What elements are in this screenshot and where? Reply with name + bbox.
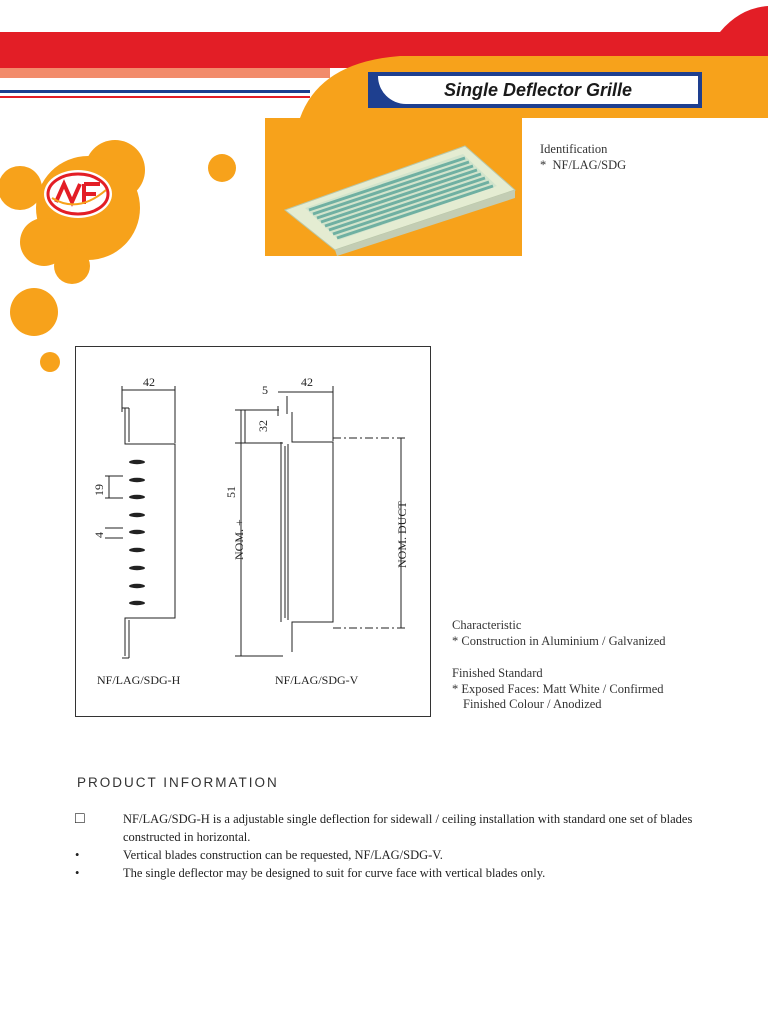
bullet-icon: •	[75, 866, 80, 880]
bullet-text: The single deflector may be designed to suit for curve face with vertical blades only.	[123, 866, 546, 880]
bullet-text: NF/LAG/SDG-H is a adjustable single deflection for sidewall / ceiling installation with standard one set of blades constructed in horizontal.	[123, 812, 693, 844]
caption-h: NF/LAG/SDG-H	[97, 673, 181, 687]
finished-label: Finished Standard	[452, 666, 543, 680]
list-item	[75, 846, 715, 864]
nom-duct-label: NOM. DUCT	[395, 501, 409, 568]
nom-plus-label: NOM. +	[232, 519, 246, 560]
finished-line2: Finished Colour / Anodized	[463, 697, 602, 711]
identification-value: * NF/LAG/SDG	[540, 158, 627, 172]
dim-42-left: 42	[143, 375, 155, 389]
grille-photo	[265, 118, 522, 256]
dim-19: 19	[92, 484, 106, 496]
caption-v: NF/LAG/SDG-V	[275, 673, 359, 687]
nf-logo	[42, 168, 114, 220]
bullet-icon: •	[75, 848, 80, 862]
title-banner	[368, 72, 702, 108]
characteristic-value: * Construction in Aluminium / Galvanized	[452, 634, 666, 648]
page-title: Single Deflector Grille	[443, 80, 633, 100]
dim-42-right: 42	[301, 375, 313, 389]
characteristic-label: Characteristic	[452, 618, 522, 632]
dim-32: 32	[256, 420, 270, 432]
bullet-text: Vertical blades construction can be requested, NF/LAG/SDG-V.	[123, 848, 443, 862]
product-info-heading: PRODUCT INFORMATION	[77, 775, 279, 790]
finished-line1: * Exposed Faces: Matt White / Confirmed	[452, 682, 664, 696]
technical-drawing	[75, 346, 431, 717]
list-item	[75, 810, 715, 846]
identification-label: Identification	[540, 142, 608, 156]
dim-4: 4	[92, 532, 106, 538]
list-item	[75, 864, 715, 882]
decorative-circles	[0, 130, 260, 380]
title-inner	[378, 76, 698, 104]
dim-51: 51	[224, 486, 238, 498]
bullet-icon: □	[75, 810, 85, 827]
dim-5: 5	[262, 383, 268, 397]
